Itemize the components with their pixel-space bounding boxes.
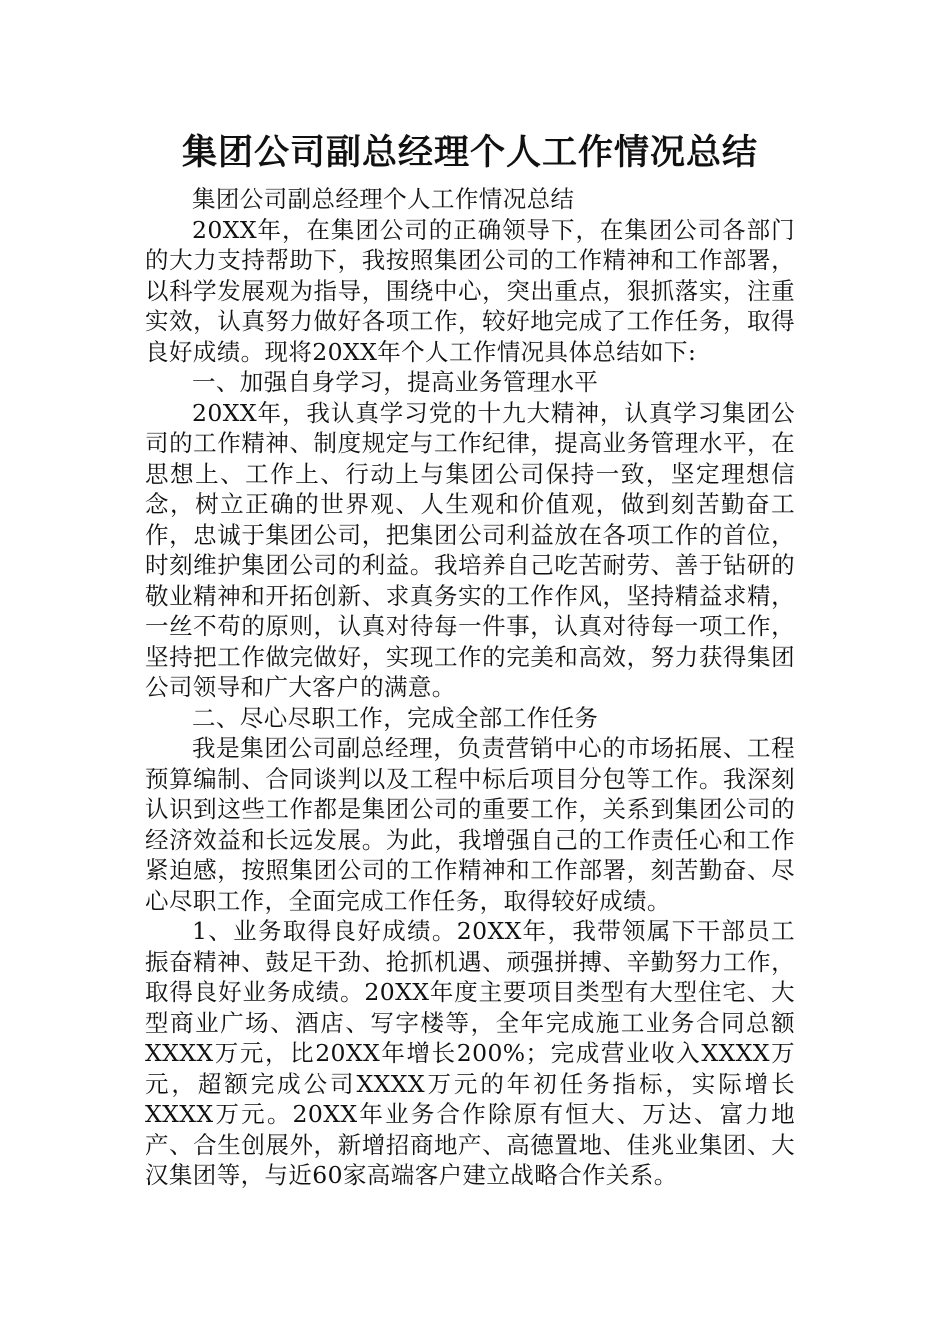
intro-paragraph: 20XX年，在集团公司的正确领导下，在集团公司各部门的大力支持帮助下，我按照集团公司的工作精神和工作部署，以科学发展观为指导，围绕中心，突出重点，狠抓落实，注重实效，认真努力做好各项工作，较好地完成了工作任务，取得良好成绩。现将20XX年个人工作情况具体总结如下: bbox=[145, 215, 795, 366]
body-paragraph: 1、业务取得良好成绩。20XX年，我带领属下干部员工振奋精神、鼓足干劲、抢抓机遇、顽强拼搏、辛勤努力工作，取得良好业务成绩。20XX年度主要项目类型有大型住宅、大型商业广场、酒店、写字楼等，全年完成施工业务合同总额XXXX万元，比20XX年增长200%；完成营业收入XXXX万元，超额完成公司XXXX万元的年初任务指标，实际增长XXXX万元。20XX年业务合作除原有恒大、万达、富力地产、合生创展外，新增招商地产、高德置地、佳兆业集团、大汉集团等，与近60家高端客户建立战略合作关系。 bbox=[145, 917, 795, 1189]
document-title: 集团公司副总经理个人工作情况总结 bbox=[181, 132, 758, 173]
subtitle-paragraph: 集团公司副总经理个人工作情况总结 bbox=[192, 185, 575, 213]
body-paragraph: 20XX年，我认真学习党的十九大精神，认真学习集团公司的工作精神、制度规定与工作纪律，提高业务管理水平，在思想上、工作上、行动上与集团公司保持一致，坚定理想信念，树立正确的世界观、人生观和价值观，做到刻苦勤奋工作，忠诚于集团公司，把集团公司利益放在各项工作的首位，时刻维护集团公司的利益。我培养自己吃苦耐劳、善于钻研的敬业精神和开拓创新、求真务实的工作作风，坚持精益求精，一丝不苟的原则，认真对待每一件事，认真对待每一项工作，坚持把工作做完做好，实现工作的完美和高效，努力获得集团公司领导和广大客户的满意。 bbox=[145, 398, 795, 701]
document-page bbox=[145, 128, 795, 1191]
body-paragraph: 我是集团公司副总经理，负责营销中心的市场拓展、工程预算编制、合同谈判以及工程中标后项目分包等工作。我深刻认识到这些工作都是集团公司的重要工作，关系到集团公司的经济效益和长远发展。为此，我增强自己的工作责任心和工作紧迫感，按照集团公司的工作精神和工作部署，刻苦勤奋、尽心尽职工作，全面完成工作任务，取得较好成绩。 bbox=[145, 734, 795, 915]
section-heading-2: 二、尽心尽职工作，完成全部工作任务 bbox=[192, 703, 599, 732]
section-heading-1: 一、加强自身学习，提高业务管理水平 bbox=[192, 368, 599, 396]
